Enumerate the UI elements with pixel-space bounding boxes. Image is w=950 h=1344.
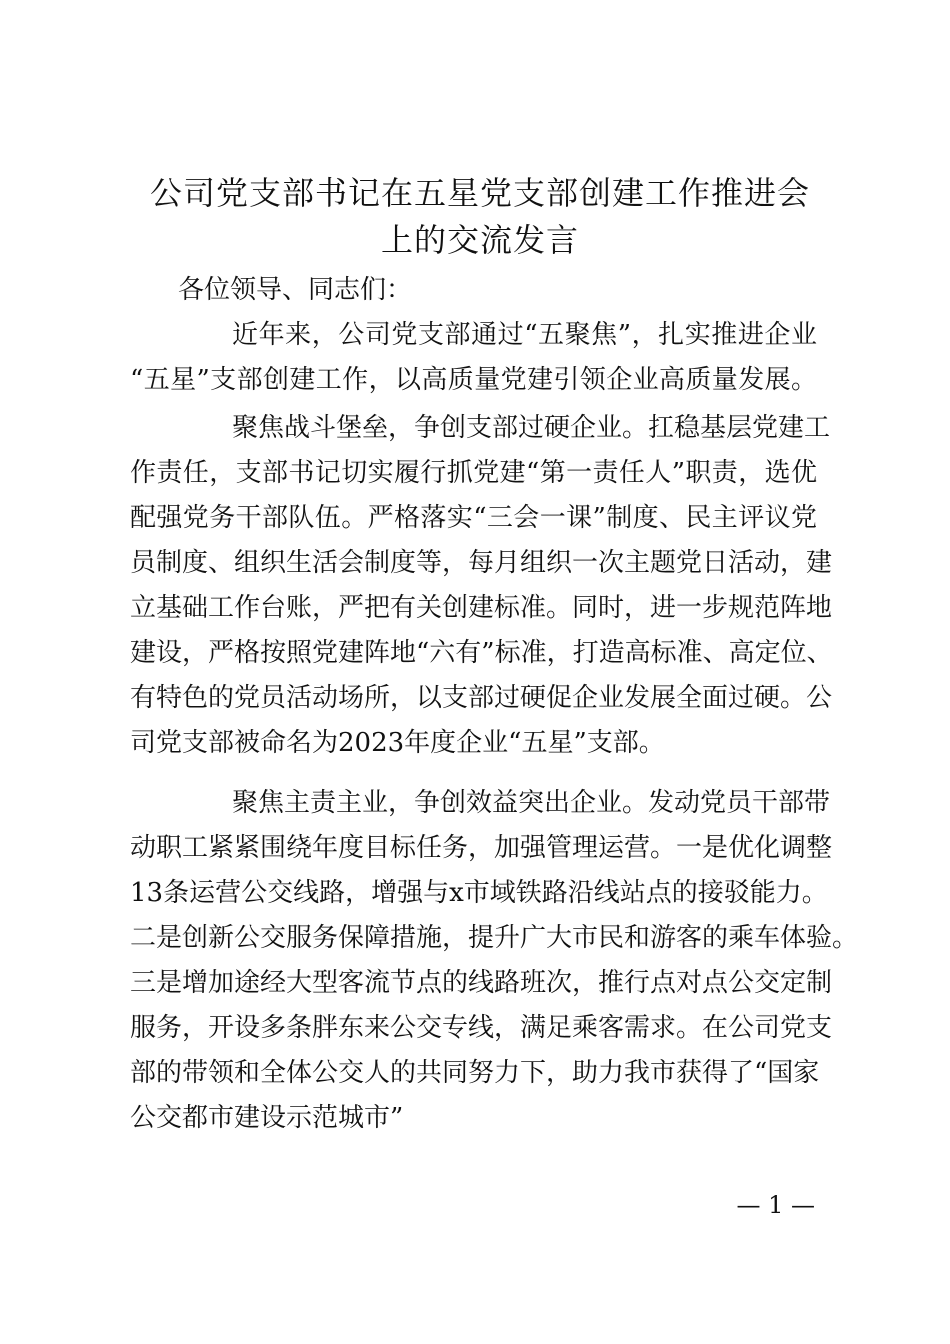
paragraph-fortress	[130, 406, 833, 766]
document-title-line-2: 上的交流发言	[380, 221, 579, 259]
text-line: 司党支部被命名为2023年度企业“五星”支部。	[130, 728, 665, 758]
text-line: 员制度、组织生活会制度等，每月组织一次主题党日活动，建	[130, 548, 833, 578]
salutation: 各位领导、同志们：	[178, 275, 413, 305]
text-line: 公交都市建设示范城市”	[130, 1103, 404, 1133]
text-line: 聚焦主责主业，争创效益突出企业。发动党员干部带	[232, 788, 831, 818]
text-line: “五星”支部创建工作，以高质量党建引领企业高质量发展。	[130, 365, 817, 395]
text-line: 二是创新公交服务保障措施，提升广大市民和游客的乘车体验。	[130, 923, 859, 953]
text-line: 作责任，支部书记切实履行抓党建“第一责任人”职责，选优	[130, 458, 817, 488]
text-line: 立基础工作台账，严把有关创建标准。同时，进一步规范阵地	[130, 593, 833, 623]
text-line: 建设，严格按照党建阵地“六有”标准，打造高标准、高定位、	[130, 638, 833, 668]
text-line: 配强党务干部队伍。严格落实“三会一课”制度、民主评议党	[130, 503, 817, 533]
text-line: 聚焦战斗堡垒，争创支部过硬企业。扛稳基层党建工	[232, 413, 831, 443]
text-line: 近年来，公司党支部通过“五聚焦”，扎实推进企业	[232, 320, 817, 350]
document-title-line-1: 公司党支部书记在五星党支部创建工作推进会	[149, 174, 810, 212]
text-line: 13条运营公交线路，增强与x市域铁路沿线站点的接驳能力。	[130, 878, 828, 908]
paragraph-intro	[130, 313, 817, 403]
text-line: 服务，开设多条胖东来公交专线，满足乘客需求。在公司党支	[130, 1013, 833, 1043]
text-line: 动职工紧紧围绕年度目标任务，加强管理运营。一是优化调整	[130, 833, 833, 863]
text-line: 有特色的党员活动场所，以支部过硬促企业发展全面过硬。公	[130, 683, 833, 713]
text-line: 部的带领和全体公交人的共同努力下，助力我市获得了“国家	[130, 1058, 820, 1088]
page-number: — 1 —	[736, 1191, 815, 1219]
text-line: 三是增加途经大型客流节点的线路班次，推行点对点公交定制	[130, 968, 833, 998]
paragraph-main-business	[130, 781, 859, 1141]
